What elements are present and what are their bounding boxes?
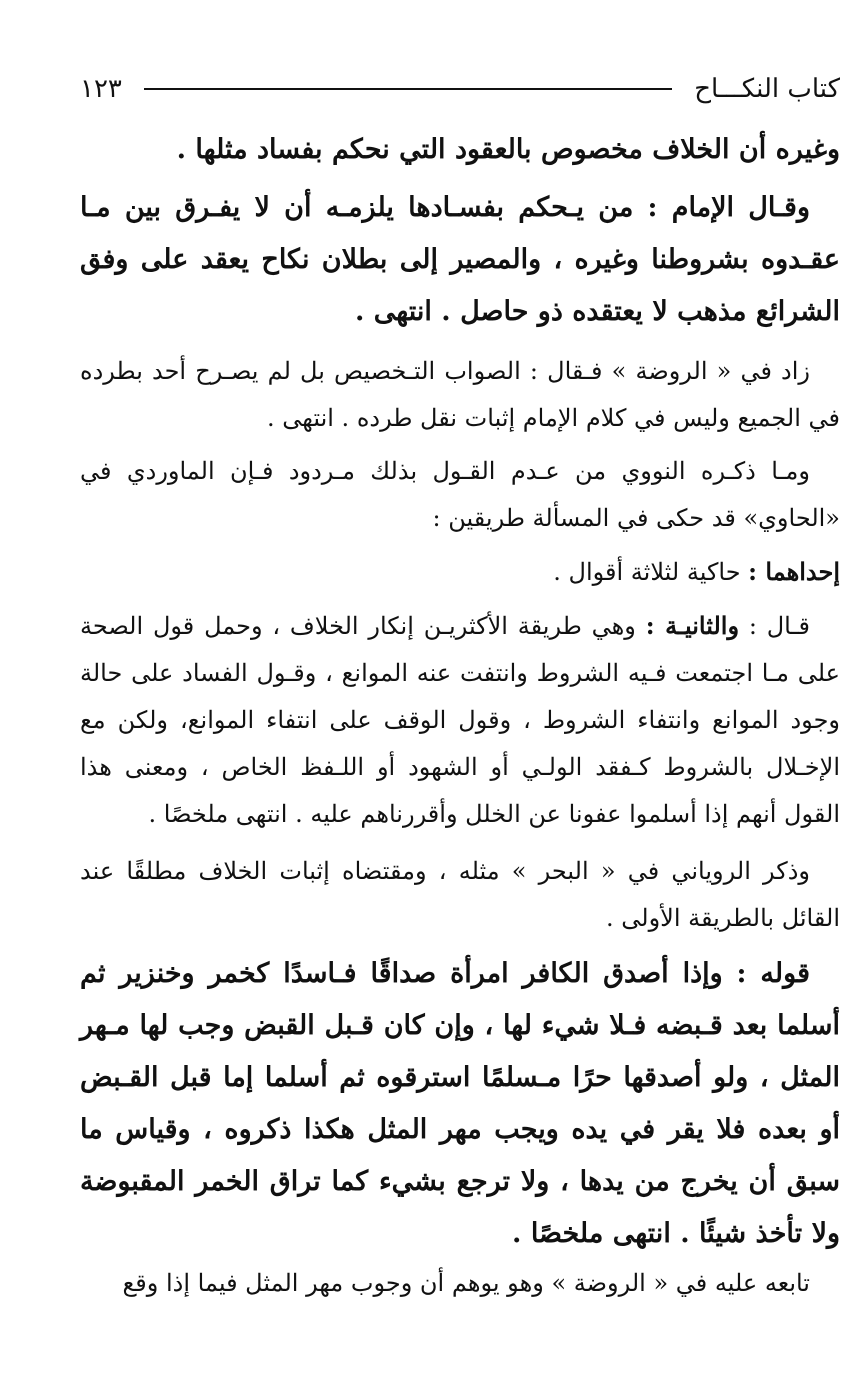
running-header — [80, 60, 840, 118]
paragraph-5-lead: إحداهما : — [748, 557, 840, 586]
paragraph-7 — [80, 848, 840, 942]
paragraph-5-text: حاكية لثلاثة أقوال . — [553, 558, 749, 586]
paragraph-6-pre: قـال : — [739, 612, 810, 640]
chapter-title: كتاب النكـــاح — [694, 74, 840, 104]
paragraph-1-text: وغيره أن الخلاف مخصوص بالعقود التي نحكم بفساد مثلها . — [176, 134, 840, 165]
paragraph-9-text: تابعه عليه في « الروضة » وهو يوهم أن وجوب مهر المثل فيما إذا وقع — [122, 1269, 810, 1297]
paragraph-6-text: وهي طريقة الأكثريـن إنكار الخلاف ، وحمل قول الصحة على مـا اجتمعت فـيه الشروط وانتفت عنه الموانع ، وقـول الفساد على حالة وجود الموانع وانتفاء الشروط ، وقول الوقف على انتفاء الموانع، ولكن مع الإخـلال بالشروط كـفقد الولـي أو الشهود أو اللـفظ الخاص ، ومعنى هذا القول أنهم إذا أسلموا عفونا عن الخلل وأقررناهم عليه . انتهى ملخصًا . — [80, 612, 841, 828]
paragraph-8-text: قوله : وإذا أصدق الكافر امرأة صداقًا فـاسدًا كخمر وخنزير ثم أسلما بعد قـبضه فـلا شيء لها ، وإن كان قـبل القبض وجب لها مـهر المثل ، ولو أصدقها حرًا مـسلمًا استرقوه ثم أسلما إما قبل القـبض أو بعده فلا يقر في يده ويجب مهر المثل هكذا ذكروه ، وقياس ما سبق أن يخرج من يدها ، ولا ترجع بشيء كما تراق الخمر المقبوضة ولا تأخذ شيئًا . انتهى ملخصًا . — [80, 958, 840, 1249]
paragraph-2 — [80, 182, 840, 338]
paragraph-5 — [80, 548, 840, 596]
paragraph-1 — [80, 124, 840, 176]
page — [80, 60, 840, 1307]
paragraph-8 — [80, 948, 840, 1260]
paragraph-6 — [80, 602, 840, 838]
paragraph-7-text: وذكر الروياني في « البحر » مثله ، ومقتضاه إثبات الخلاف مطلقًا عند القائل بالطريقة الأولى . — [80, 857, 840, 932]
paragraph-3-text: زاد في « الروضة » فـقال : الصواب التـخصيص بل لم يصـرح أحد بطرده في الجميع وليس في كلام الإمام إثبات نقل طرده . انتهى . — [80, 357, 840, 432]
paragraph-4-text: ومـا ذكـره النووي من عـدم القـول بذلك مـردود فـإن الماوردي في «الحاوي» قد حكى في المسألة طريقين : — [80, 457, 840, 532]
paragraph-6-lead: والثانيـة : — [645, 611, 740, 640]
paragraph-4 — [80, 448, 840, 542]
paragraph-2-text: وقـال الإمام : من يـحكم بفسـادها يلزمـه أن لا يفـرق بين مـا عقـدوه بشروطنا وغيره ، والمصير إلى بطلان نكاح يعقد على وفق الشرائع مذهب لا يعتقده ذو حاصل . انتهى . — [80, 192, 840, 327]
header-rule — [144, 88, 672, 90]
paragraph-3 — [80, 348, 840, 442]
page-number: ١٢٣ — [80, 74, 122, 104]
paragraph-9 — [80, 1260, 840, 1307]
